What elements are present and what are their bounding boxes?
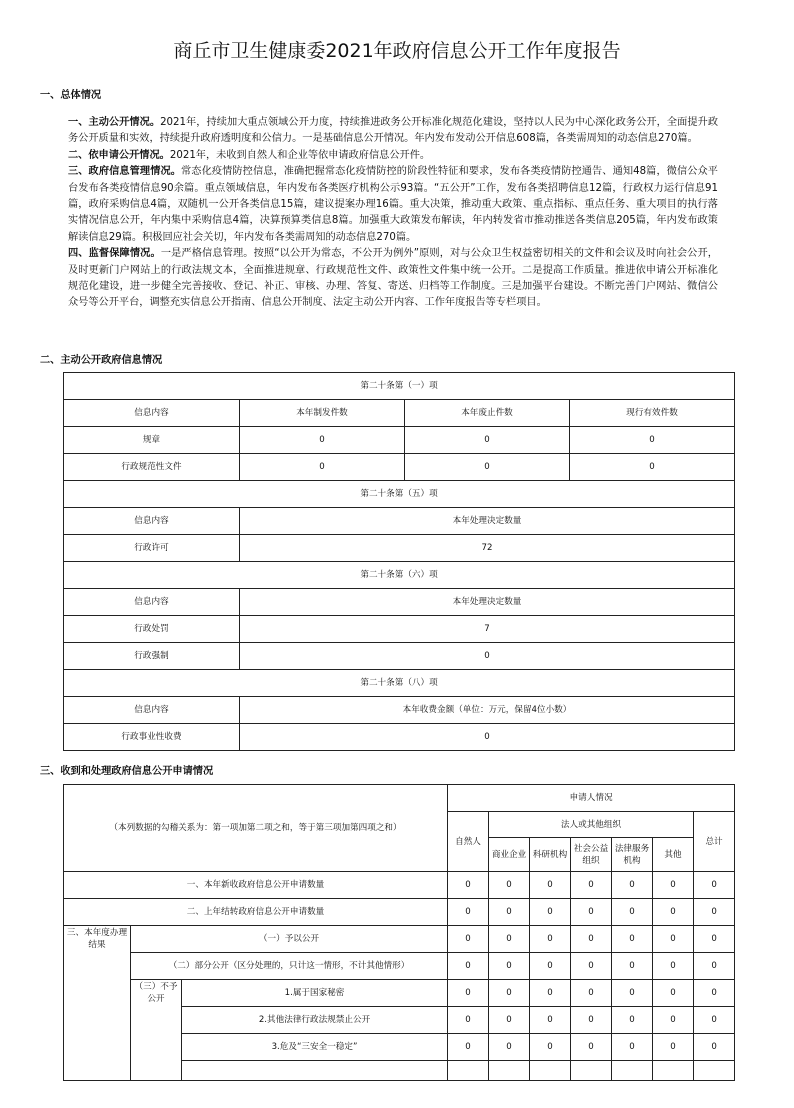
column-header: 商业企业 (489, 838, 530, 872)
column-header: 其他 (653, 838, 694, 872)
paragraph-body: 2021年，持续加大重点领域公开力度，持续推进政务公开标准化规范化建设，坚持以人民为中心深化政务公开，全面提升政务公开质量和实效，持续提升政府透明度和公信力。一是基础信息公开情况。年内发布发动公开信息608篇，各类需周知的动态信息270篇。 (68, 117, 719, 145)
table-cell: 0 (694, 899, 735, 926)
table-cell (612, 1061, 653, 1081)
column-header: 本年制发件数 (240, 400, 405, 427)
row-label: 行政处罚 (64, 616, 240, 643)
column-header: 本年收费金额（单位：万元，保留4位小数） (240, 697, 735, 724)
table-cell: 0 (612, 953, 653, 980)
table-cell: 0 (694, 1034, 735, 1061)
table-cell: 0 (653, 980, 694, 1007)
table-cell: 0 (571, 953, 612, 980)
table-cell: 0 (571, 980, 612, 1007)
table-cell: 0 (612, 872, 653, 899)
table-cell (571, 1061, 612, 1081)
table-cell: 0 (530, 926, 571, 953)
table-cell: 0 (653, 926, 694, 953)
table-cell: 0 (530, 1034, 571, 1061)
table-cell: 0 (571, 872, 612, 899)
column-header: 本年废止件数 (405, 400, 570, 427)
table-cell: 0 (571, 926, 612, 953)
table-cell: 0 (612, 926, 653, 953)
column-header: 信息内容 (64, 589, 240, 616)
row-label: 行政强制 (64, 643, 240, 670)
table-cell: 0 (240, 427, 405, 454)
table-row (64, 427, 735, 454)
table-cell: 0 (694, 953, 735, 980)
row-label: 行政规范性文件 (64, 454, 240, 481)
table-cell: 0 (653, 1007, 694, 1034)
table-cell: 0 (612, 899, 653, 926)
table-cell: 0 (694, 980, 735, 1007)
table-section-header: 第二十条第（六）项 (64, 562, 735, 589)
column-header-applicant: 申请人情况 (448, 785, 735, 812)
page-title: 商丘市卫生健康委2021年政府信息公开工作年度报告 (173, 40, 621, 62)
paragraph-body: 2021年，未收到自然人和企业等依申请政府信息公开件。 (169, 149, 431, 161)
table-cell (530, 1061, 571, 1081)
table-cell: 0 (694, 872, 735, 899)
row-label: 行政事业性收费 (64, 724, 240, 751)
row-group-label: 三、本年度办理结果 (64, 926, 131, 1081)
table-cell: 0 (694, 1007, 735, 1034)
column-header: 本年处理决定数量 (240, 589, 735, 616)
table-section-header: 第二十条第（一）项 (64, 373, 735, 400)
table-section-header: 第二十条第（五）项 (64, 481, 735, 508)
column-header: 法律服务机构 (612, 838, 653, 872)
table-cell: 0 (530, 980, 571, 1007)
table-cell: 0 (530, 899, 571, 926)
table-cell: 0 (448, 1007, 489, 1034)
table-cell: 0 (612, 980, 653, 1007)
table-cell (182, 1061, 448, 1081)
table-cell: 0 (530, 872, 571, 899)
active-disclosure-table (63, 372, 735, 751)
column-header-natural-person: 自然人 (448, 812, 489, 872)
row-label: 行政许可 (64, 535, 240, 562)
table-cell: 0 (448, 899, 489, 926)
column-header: 现行有效件数 (570, 400, 735, 427)
column-header: 社会公益组织 (571, 838, 612, 872)
table-row (64, 643, 735, 670)
paragraph-heading: 一、主动公开情况。 (68, 117, 161, 128)
row-label: 规章 (64, 427, 240, 454)
table-cell: 7 (240, 616, 735, 643)
table-cell: 0 (612, 1034, 653, 1061)
table-cell: 0 (489, 1007, 530, 1034)
column-header: 科研机构 (530, 838, 571, 872)
column-header-total: 总计 (694, 812, 735, 872)
section-heading-overview: 一、总体情况 (40, 90, 102, 101)
paragraph-heading: 四、监督保障情况。 (68, 248, 161, 260)
table-cell (694, 1061, 735, 1081)
table-cell: 0 (240, 643, 735, 670)
table-cell: 0 (530, 953, 571, 980)
table-cell: 0 (489, 899, 530, 926)
table-cell: 0 (571, 1034, 612, 1061)
table-cell: 0 (653, 1034, 694, 1061)
table-cell: 0 (571, 899, 612, 926)
table-cell: 0 (570, 427, 735, 454)
table-cell: 0 (530, 1007, 571, 1034)
table-cell: 0 (489, 1034, 530, 1061)
overview-paragraph-3 (68, 164, 718, 246)
table-note: （本列数据的勾稽关系为：第一项加第二项之和，等于第三项加第四项之和） (64, 785, 448, 872)
table-row (64, 953, 735, 980)
section-heading-applications: 三、收到和处理政府信息公开申请情况 (40, 766, 214, 777)
table-cell (448, 1061, 489, 1081)
column-header: 信息内容 (64, 400, 240, 427)
row-label: 二、上年结转政府信息公开申请数量 (64, 899, 448, 926)
table-cell: 0 (489, 953, 530, 980)
table-row (64, 724, 735, 751)
table-row (64, 616, 735, 643)
overview-paragraph-1 (68, 115, 718, 148)
column-header: 信息内容 (64, 508, 240, 535)
table-cell: 0 (653, 899, 694, 926)
table-row (64, 899, 735, 926)
paragraph-heading: 二、依申请公开情况。 (68, 149, 170, 161)
table-cell: 0 (612, 1007, 653, 1034)
paragraph-body: 一是严格信息管理。按照“以公开为常态，不公开为例外”原则，对与公众卫生权益密切相关的文件和会议及时向社会公开，及时更新门户网站上的行政法规文本，全面推进规章、行政规范性文件、政策性文件集中统一公开。二是提高工作质量。推进依申请公开标准化规范化建设，进一步健全完善接收、登记、补正、审核、办理、答复、寄送、归档等工作制度。三是加强平台建设。不断完善门户网站、微信公众号等公开平台，调整充实信息公开指南、信息公开制度、法定主动公开内容、工作年度报告等专栏项目。 (68, 248, 718, 309)
table-cell: 0 (405, 454, 570, 481)
column-header-legal-entity: 法人或其他组织 (489, 812, 694, 838)
row-label: 3.危及“三安全一稳定” (182, 1034, 448, 1061)
table-cell: 0 (571, 1007, 612, 1034)
applications-table (63, 784, 735, 1081)
column-header: 本年处理决定数量 (240, 508, 735, 535)
table-cell: 0 (694, 926, 735, 953)
table-cell: 0 (240, 724, 735, 751)
table-cell: 0 (448, 872, 489, 899)
overview-paragraph-2 (68, 148, 718, 164)
row-label: （一）予以公开 (131, 926, 448, 953)
table-cell: 0 (570, 454, 735, 481)
table-row (64, 980, 735, 1007)
table-cell: 0 (653, 953, 694, 980)
table-cell: 0 (448, 980, 489, 1007)
table-row (64, 535, 735, 562)
table-cell: 72 (240, 535, 735, 562)
table-cell: 0 (448, 953, 489, 980)
table-section-header: 第二十条第（八）项 (64, 670, 735, 697)
table-cell: 0 (448, 1034, 489, 1061)
table-cell (489, 1061, 530, 1081)
row-group-label: （三）不予公开 (131, 980, 182, 1081)
paragraph-heading: 三、政府信息管理情况。 (68, 166, 182, 178)
table-cell: 0 (489, 980, 530, 1007)
row-label: 1.属于国家秘密 (182, 980, 448, 1007)
overview-paragraphs (68, 115, 718, 312)
table-cell: 0 (240, 454, 405, 481)
table-row (64, 454, 735, 481)
table-cell: 0 (448, 926, 489, 953)
table-row (64, 926, 735, 953)
section-heading-active-disclosure: 二、主动公开政府信息情况 (40, 355, 163, 366)
table-cell: 0 (489, 872, 530, 899)
paragraph-body: 常态化疫情防控信息，准确把握常态化疫情防控的阶段性特征和要求，发布各类疫情防控通告、通知48篇，微信公众平台发布各类疫情信息90余篇。重点领域信息，年内发布各类医疗机构公示93篇。“五公开”工作，发布各类招聘信息12篇，行政权力运行信息91篇，政府采购信息4篇，双随机一公开各类信息15篇，建议提案办理16篇。重大决策，推动重大政策、重点指标、重点任务、重大项目的执行落实情况信息公开，年内集中采购信息4篇，决算预算类信息8篇。加强重大政策发布解读，年内转发省市推动推送各类信息205篇，年内发布政策解读信息29篇。积极回应社会关切，年内发布各类需周知的动态信息270篇。 (68, 166, 718, 243)
table-cell: 0 (405, 427, 570, 454)
table-cell: 0 (489, 926, 530, 953)
row-label: （二）部分公开（区分处理的，只计这一情形，不计其他情形） (131, 953, 448, 980)
table-cell (653, 1061, 694, 1081)
column-header: 信息内容 (64, 697, 240, 724)
table-row (64, 872, 735, 899)
row-label: 2.其他法律行政法规禁止公开 (182, 1007, 448, 1034)
row-label: 一、本年新收政府信息公开申请数量 (64, 872, 448, 899)
overview-paragraph-4 (68, 246, 718, 312)
table-cell: 0 (653, 872, 694, 899)
